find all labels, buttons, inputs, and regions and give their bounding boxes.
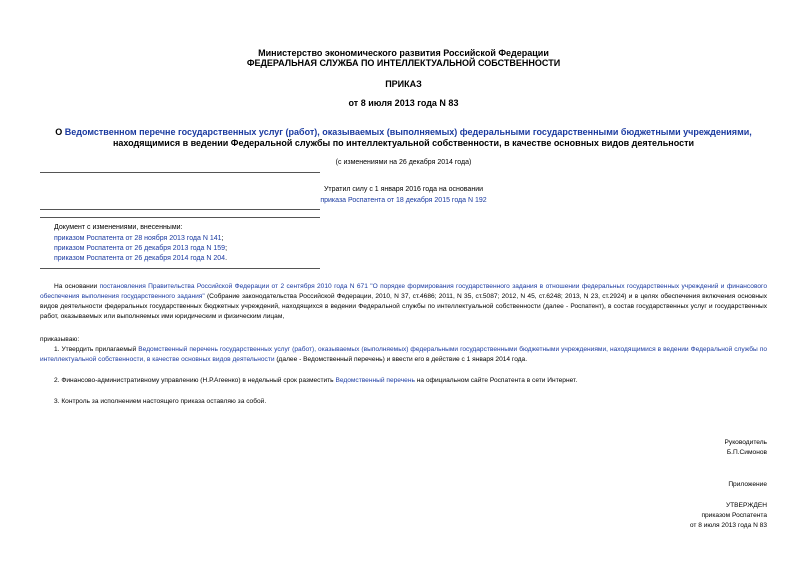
invalid-note: Утратил силу с 1 января 2016 года на основании — [323, 186, 484, 193]
changes-heading: Документ с изменениями, внесенными: — [54, 224, 183, 231]
divider — [40, 209, 320, 210]
amended-note: (с изменениями на 26 декабря 2014 года) — [335, 159, 472, 166]
item-2: 2. Финансово-административному управлению (Н.Р.Агеенко) в недельный срок разместить Ведомственный перечень на официальном сайте Роспатента в сети Интернет. — [54, 377, 578, 384]
approved-label: УТВЕРЖДЕН — [725, 502, 767, 509]
change-link[interactable]: приказом Роспатента от 26 декабря 2013 года N 159 — [54, 245, 226, 252]
preamble-paragraph: На основании постановления Правительства Российской Федерации от 2 сентября 2010 года N 671 "О порядке формирования государственного задания в отношении федеральных государственных учреждений и финансового обеспечения выполнения государственного задания" (Собрание законодательства Российской Федерации, 2010, N 37, ст.4686; 2011, N 35, ст.5087; 2012, N 45, ст.6248; 2013, N 23, ст.2924) и в целях обеспечения включения основных видов деятельности федеральных государственных бюджетных учреждений, находящихся в ведении Федеральной службы по интеллектуальной собственности (далее - Роспатент), в состав государственных услуг и государственных работ, оказываемых или выполняемых ими юридическим и физическим лицам, — [40, 283, 768, 320]
signer-name: Б.П.Симонов — [726, 449, 767, 456]
divider — [40, 172, 320, 173]
order-word: приказываю: — [40, 336, 80, 343]
change-link[interactable]: приказом Роспатента от 28 ноября 2013 года N 141 — [54, 235, 222, 242]
list-link[interactable]: Ведомственный перечень государственных услуг (работ), оказываемых (выполняемых) федеральными государственными бюджетными учреждениями, находящимися в ведении Федеральной службы по интеллектуальной собственности, в качестве основных видов деятельности — [40, 346, 767, 363]
signer-position: Руководитель — [724, 439, 767, 446]
item-3: 3. Контроль за исполнением настоящего приказа оставляю за собой. — [54, 398, 267, 405]
change-link[interactable]: приказом Роспатента от 26 декабря 2014 года N 204 — [54, 255, 226, 262]
item-1: 1. Утвердить прилагаемый Ведомственный перечень государственных услуг (работ), оказываемых (выполняемых) федеральными государственными бюджетными учреждениями, находящимися в ведении Федеральной службы по интеллектуальной собственности, в качестве основных видов деятельности (далее - Ведомственный перечень) и ввести его в действие с 1 января 2014 года. — [40, 346, 767, 363]
ministry-name: Министерство экономического развития Российской Федерации — [258, 48, 549, 58]
doc-date-number: от 8 июля 2013 года N 83 — [348, 98, 459, 108]
list-item: приказом Роспатента от 26 декабря 2014 года N 204. — [54, 255, 228, 262]
doc-title-line1 — [0, 127, 807, 137]
appendix-label: Приложение — [728, 481, 767, 488]
invalid-link[interactable]: приказа Роспатента от 18 декабря 2015 года N 192 — [320, 197, 487, 204]
service-name: ФЕДЕРАЛЬНАЯ СЛУЖБА ПО ИНТЕЛЛЕКТУАЛЬНОЙ СОБСТВЕННОСТИ — [246, 58, 561, 68]
approved-by: приказом Роспатента — [701, 512, 767, 519]
title-link[interactable]: Ведомственном перечне государственных услуг (работ), оказываемых (выполняемых) федеральными государственными бюджетными учреждениями, — [64, 127, 752, 137]
list-item: приказом Роспатента от 26 декабря 2013 года N 159; — [54, 245, 228, 252]
doc-title-line2: находящимися в ведении Федеральной службы по интеллектуальной собственности, в качестве основных видов деятельности — [112, 138, 695, 148]
decree-link[interactable]: постановления Правительства Российской Федерации от 2 сентября 2010 года N 671 "О порядке формирования государственного задания в отношении федеральных государственных учреждений и финансового обеспечения выполнения государственного задания" — [40, 283, 767, 300]
doc-type: ПРИКАЗ — [385, 79, 422, 89]
divider — [40, 217, 320, 218]
list-item: приказом Роспатента от 28 ноября 2013 года N 141; — [54, 235, 224, 242]
divider — [40, 268, 320, 269]
approved-date: от 8 июля 2013 года N 83 — [689, 522, 767, 529]
list-link[interactable]: Ведомственный перечень — [335, 377, 415, 384]
title-prefix: О — [55, 127, 65, 137]
